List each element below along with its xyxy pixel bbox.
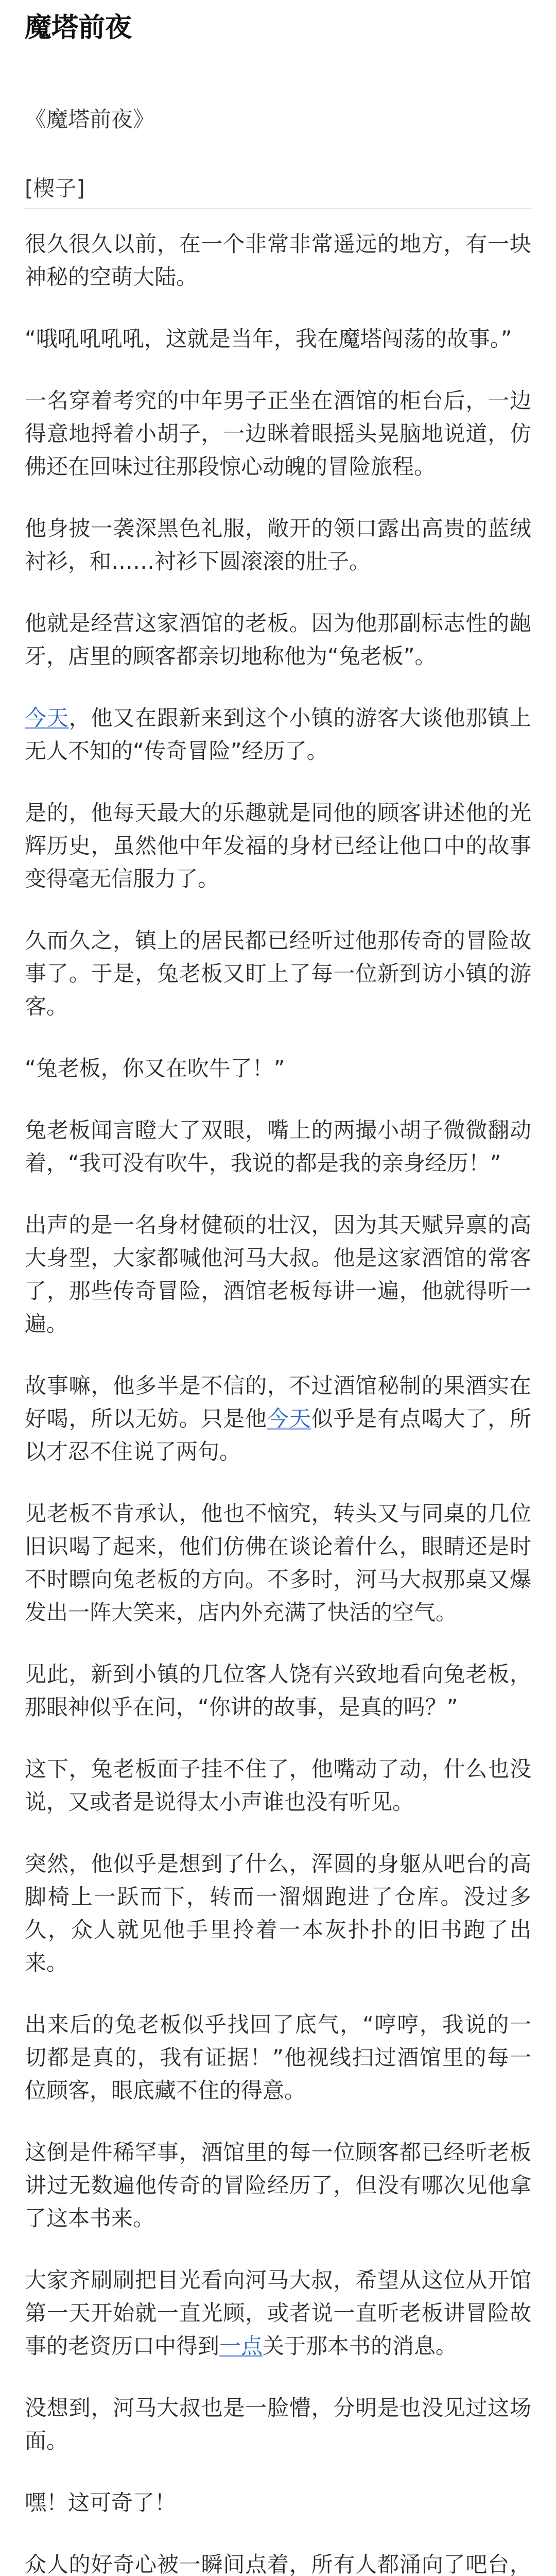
paragraph-text: 嘿！这可奇了！: [25, 2490, 177, 2515]
story-paragraph: [25, 1497, 531, 1629]
paragraph-text: 他身披一袭深黑色礼服，敞开的领口露出高贵的蓝绒衬衫，和……衬衫下圆滚滚的肚子。: [25, 516, 531, 574]
story-paragraph: [25, 1369, 531, 1468]
paragraph-text: 突然，他似乎是想到了什么，浑圆的身躯从吧台的高脚椅上一跃而下，转而一溜烟跑进了仓库。没过多久，众人就见他手里拎着一本灰扑扑的旧书跑了出来。: [25, 1851, 531, 1975]
page-title: 魔塔前夜: [25, 12, 132, 43]
story-paragraph: [25, 2008, 531, 2107]
story-paragraph: [25, 1209, 531, 1341]
story-paragraph: [25, 2486, 531, 2519]
paragraph-text: “哦吼吼吼吼，这就是当年，我在魔塔闯荡的故事。”: [25, 326, 512, 351]
section-divider: [25, 208, 531, 209]
keyword-link[interactable]: 今天: [25, 705, 69, 731]
paragraph-text: “兔老板，你又在吹牛了！”: [25, 1056, 285, 1081]
paragraph-text: 众人的好奇心被一瞬间点着，所有人都涌向了吧台，: [25, 2552, 531, 2576]
story-paragraph: [25, 2548, 531, 2576]
story-paragraph: [25, 1848, 531, 1979]
paragraph-text: 见老板不肯承认，他也不恼究，转头又与同桌的几位旧识喝了起来，他们仿佛在谈论着什么，眼睛还是时不时瞟向兔老板的方向。不多时，河马大叔那桌又爆发出一阵大笑来，店内外充满了快活的空气。: [25, 1501, 531, 1625]
story-paragraph: [25, 228, 531, 294]
book-reference: 《魔塔前夜》: [25, 107, 155, 132]
paragraph-text: 这下，兔老板面子挂不住了，他嘴动了动，什么也没说，又或者是说得太小声谁也没有听见。: [25, 1756, 531, 1815]
story-paragraph: [25, 512, 531, 578]
story-paragraph: [25, 607, 531, 673]
story-paragraph: [25, 2392, 531, 2458]
paragraph-text: 出声的是一名身材健硕的壮汉，因为其天赋异禀的高大身型，大家都喊他河马大叔。他是这家酒馆的常客了，那些传奇冒险，酒馆老板每讲一遍，他就得听一遍。: [25, 1212, 531, 1336]
paragraph-text: 很久很久以前，在一个非常非常遥远的地方，有一块神秘的空萌大陆。: [25, 231, 531, 290]
paragraph-text: 久而久之，镇上的居民都已经听过他那传奇的冒险故事了。于是，兔老板又盯上了每一位新到访小镇的游客。: [25, 928, 531, 1019]
story-paragraph: [25, 1753, 531, 1819]
paragraph-text: 似乎是有点喝大了，所以才忍不住说了两句。: [25, 1406, 531, 1464]
paragraph-text: 一名穿着考究的中年男子正坐在酒馆的柜台后，一边得意地捋着小胡子，一边眯着眼摇头晃脑地说道，仿佛还在回味过往那段惊心动魄的冒险旅程。: [25, 388, 531, 479]
paragraph-text: 兔老板闻言瞪大了双眼，嘴上的两撮小胡子微微翻动着，“我可没有吹牛，我说的都是我的亲身经历！”: [25, 1117, 531, 1176]
keyword-link[interactable]: 今天: [267, 1406, 311, 1431]
story-paragraph: [25, 924, 531, 1023]
story-paragraph: [25, 1658, 531, 1724]
paragraph-text: 他就是经营这家酒馆的老板。因为他那副标志性的龅牙，店里的顾客都亲切地称他为“兔老板”。: [25, 611, 531, 669]
paragraph-text: 关于那本书的消息。: [263, 2333, 458, 2359]
paragraph-text: 这倒是件稀罕事，酒馆里的每一位顾客都已经听老板讲过无数遍他传奇的冒险经历了，但没有哪次见他拿了这本书来。: [25, 2140, 531, 2231]
section-label: [楔子]: [25, 176, 85, 201]
story-body: [25, 228, 531, 2576]
keyword-link[interactable]: 一点: [219, 2333, 263, 2359]
paragraph-text: 大家齐刷刷把目光看向河马大叔，希望从这位从开馆第一天开始就一直光顾，或者说一直听老板讲冒险故事的老资历口中得到: [25, 2267, 531, 2359]
paragraph-text: 出来后的兔老板似乎找回了底气，“哼哼，我说的一切都是真的，我有证据！”他视线扫过酒馆里的每一位顾客，眼底藏不住的得意。: [25, 2012, 531, 2103]
story-paragraph: [25, 323, 531, 355]
story-paragraph: [25, 384, 531, 483]
story-paragraph: [25, 2136, 531, 2235]
paragraph-text: 故事嘛，他多半是不信的，不过酒馆秘制的果酒实在好喝，所以无妨。只是他: [25, 1373, 531, 1431]
story-paragraph: [25, 2264, 531, 2363]
story-paragraph: [25, 1052, 531, 1085]
story-paragraph: [25, 702, 531, 768]
paragraph-text: ，他又在跟新来到这个小镇的游客大谈他那镇上无人不知的“传奇冒险”经历了。: [25, 705, 531, 764]
paragraph-text: 是的，他每天最大的乐趣就是同他的顾客讲述他的光辉历史，虽然他中年发福的身材已经让他口中的故事变得毫无信服力了。: [25, 800, 531, 891]
story-paragraph: [25, 796, 531, 895]
paragraph-text: 没想到，河马大叔也是一脸懵，分明是也没见过这场面。: [25, 2395, 531, 2453]
story-paragraph: [25, 1114, 531, 1180]
paragraph-text: 见此，新到小镇的几位客人饶有兴致地看向兔老板，那眼神似乎在问，“你讲的故事，是真的吗？”: [25, 1662, 531, 1720]
